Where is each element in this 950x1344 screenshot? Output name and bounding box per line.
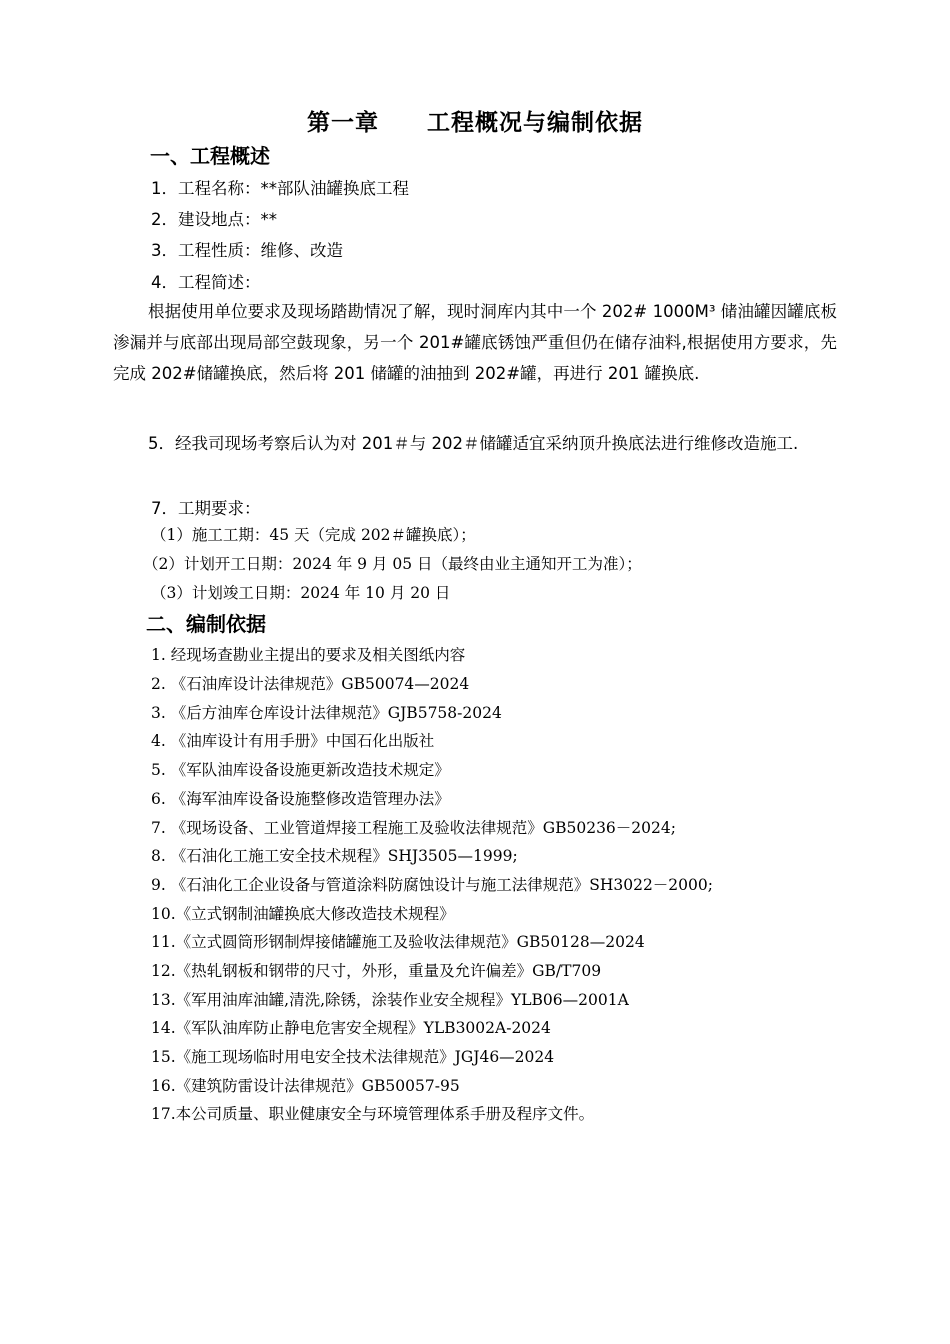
reference-item: 14.《军队油库防止静电危害安全规程》YLB3002A-2024 xyxy=(151,1019,551,1037)
schedule-heading: 7．工期要求： xyxy=(151,499,261,518)
reference-item: 4. 《油库设计有用手册》中国石化出版社 xyxy=(151,732,435,750)
reference-item: 9. 《石油化工企业设备与管道涂料防腐蚀设计与施工法律规范》SH3022－2000; xyxy=(151,876,713,894)
reference-item: 6. 《海军油库设备设施整修改造管理办法》 xyxy=(151,790,450,808)
reference-item: 10.《立式钢制油罐换底大修改造技术规程》 xyxy=(151,905,455,923)
schedule-end-date: （3）计划竣工日期：2024 年 10 月 20 日 xyxy=(151,584,451,602)
reference-item: 3. 《后方油库仓库设计法律规范》GJB5758-2024 xyxy=(151,704,502,722)
reference-item: 17.本公司质量、职业健康安全与环境管理体系手册及程序文件。 xyxy=(151,1105,595,1123)
reference-item: 1. 经现场查勘业主提出的要求及相关图纸内容 xyxy=(151,646,466,664)
overview-method-paragraph: 5．经我司现场考察后认为对 201＃与 202＃储罐适宜采纳顶升换底法进行维修改造施工. xyxy=(148,434,799,453)
schedule-duration: （1）施工工期：45 天（完成 202＃罐换底）； xyxy=(151,526,476,544)
reference-item: 12.《热轧钢板和钢带的尺寸，外形，重量及允许偏差》GB/T709 xyxy=(151,962,602,980)
reference-item: 8. 《石油化工施工安全技术规程》SHJ3505—1999; xyxy=(151,847,518,865)
chapter-title: 第一章 工程概况与编制依据 xyxy=(307,110,643,136)
overview-item-brief: 4．工程简述： xyxy=(151,273,261,292)
reference-item: 2. 《石油库设计法律规范》GB50074—2024 xyxy=(151,675,470,693)
reference-item: 5. 《军队油库设备设施更新改造技术规定》 xyxy=(151,761,450,779)
section-heading-basis: 二、编制依据 xyxy=(146,612,266,636)
overview-item-nature: 3．工程性质：维修、改造 xyxy=(151,241,343,260)
overview-description-paragraph: 根据使用单位要求及现场踏勘情况了解，现时洞库内其中一个 202# 1000M³ 储油罐因罐底板渗漏并与底部出现局部空鼓现象，另一个 201#罐底锈蚀严重但仍在储存油料,根据使用方要求，先完成 202#储罐换底，然后将 201 储罐的油抽到 202#罐，再进行 201 罐换底. xyxy=(113,302,837,383)
reference-item: 15.《施工现场临时用电安全技术法律规范》JGJ46—2024 xyxy=(151,1048,555,1066)
reference-item: 11.《立式圆筒形钢制焊接储罐施工及验收法律规范》GB50128—2024 xyxy=(151,933,645,951)
reference-item: 7. 《现场设备、工业管道焊接工程施工及验收法律规范》GB50236－2024; xyxy=(151,819,676,837)
reference-item: 13.《军用油库油罐,清洗,除锈，涂装作业安全规程》YLB06—2001A xyxy=(151,991,629,1009)
schedule-start-date: （2）计划开工日期：2024 年 9 月 05 日（最终由业主通知开工为准）； xyxy=(143,555,642,573)
reference-item: 16.《建筑防雷设计法律规范》GB50057-95 xyxy=(151,1077,460,1095)
overview-item-location: 2．建设地点：** xyxy=(151,210,277,229)
overview-item-project-name: 1．工程名称：**部队油罐换底工程 xyxy=(151,179,409,198)
section-heading-overview: 一、工程概述 xyxy=(150,144,270,168)
